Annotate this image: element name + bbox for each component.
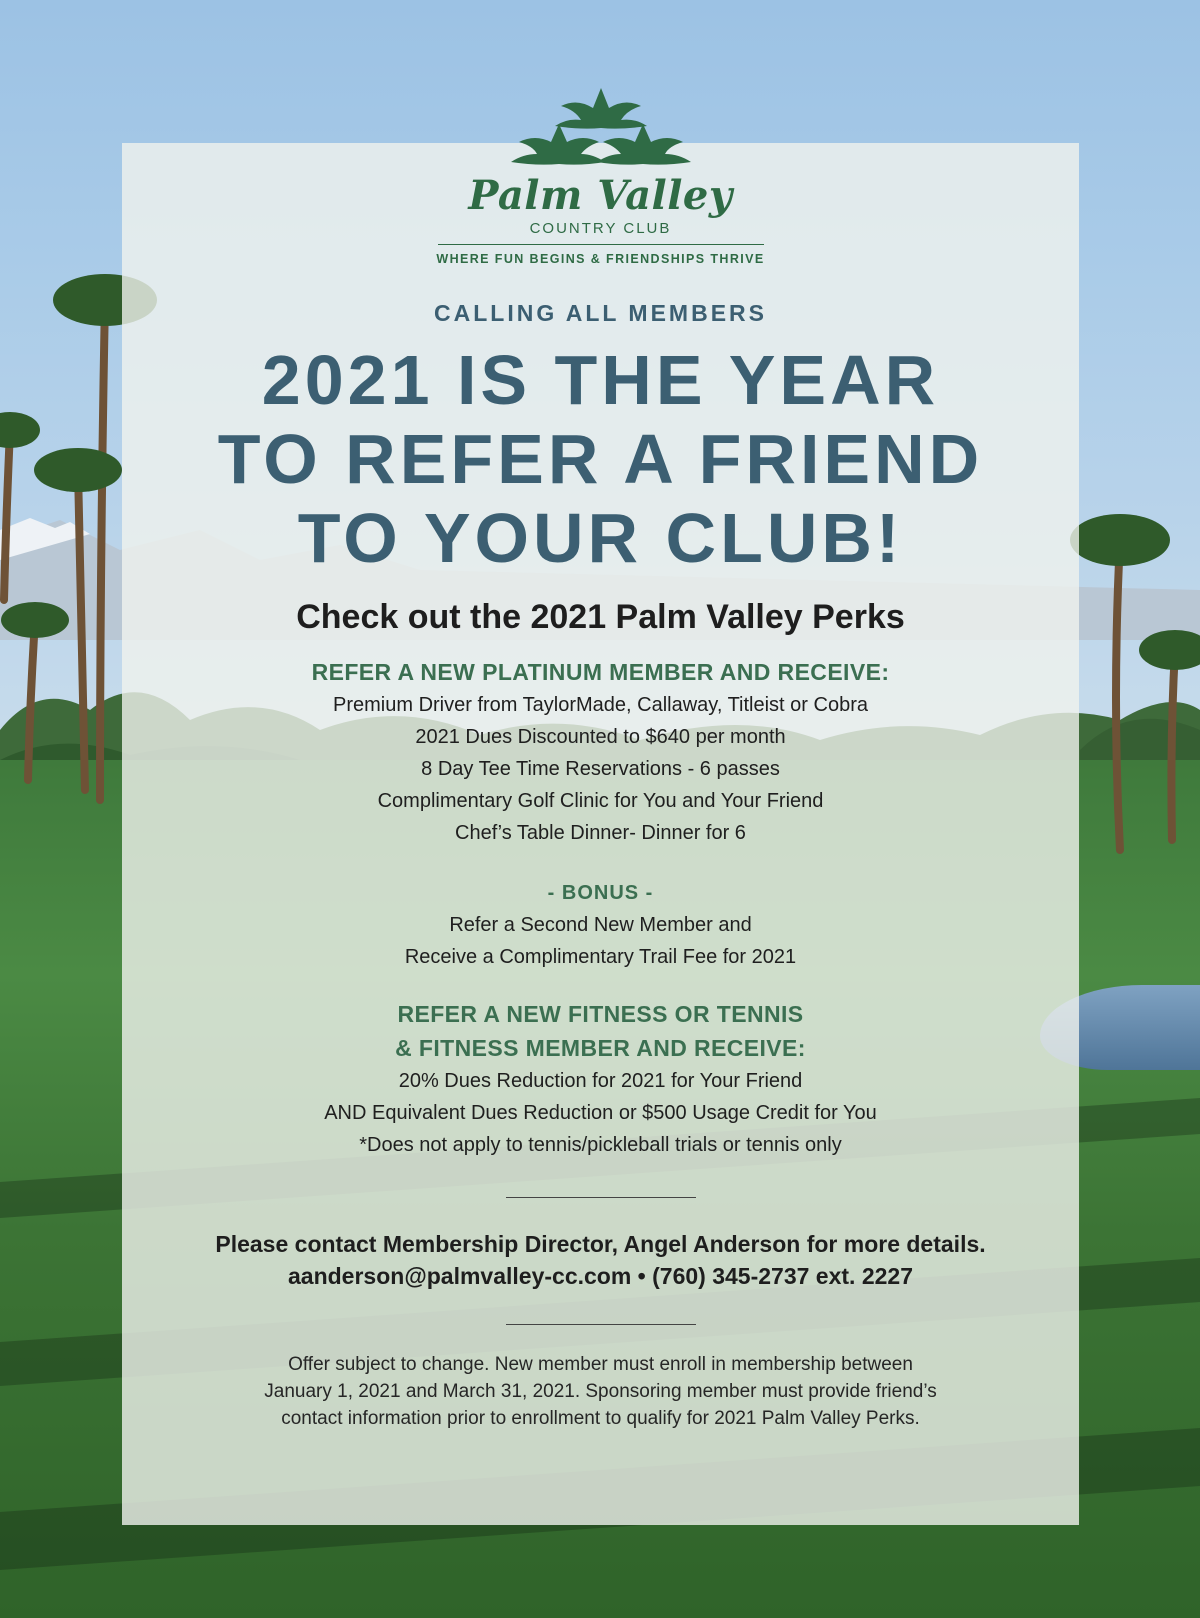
contact-line: Please contact Membership Director, Angel Anderson for more details.	[215, 1231, 986, 1257]
bonus-item: Receive a Complimentary Trail Fee for 2021	[404, 946, 797, 968]
contact-details: aanderson@palmvalley-cc.com • (760) 345-2737 ext. 2227	[288, 1263, 913, 1289]
fine-print-line: contact information prior to enrollment to qualify for 2021 Palm Valley Perks.	[281, 1408, 920, 1429]
bonus-item: Refer a Second New Member and	[449, 914, 752, 936]
fine-print-line: January 1, 2021 and March 31, 2021. Sponsoring member must provide friend’s	[264, 1381, 937, 1402]
bonus-title: - BONUS -	[547, 882, 654, 904]
fitness-title-line-1: REFER A NEW FITNESS OR TENNIS	[397, 1001, 804, 1027]
fitness-section-title	[122, 997, 1079, 1065]
perk-item: *Does not apply to tennis/pickleball trials or tennis only	[359, 1134, 842, 1156]
perk-item: AND Equivalent Dues Reduction or $500 Usage Credit for You	[324, 1102, 877, 1124]
palm-fronds-icon	[501, 80, 701, 176]
perk-item: 2021 Dues Discounted to $640 per month	[415, 726, 786, 748]
logo-tagline: WHERE FUN BEGINS & FRIENDSHIPS THRIVE	[436, 252, 765, 266]
headline-line-3: TO YOUR CLUB!	[297, 499, 904, 577]
logo-subtitle: COUNTRY CLUB	[529, 220, 672, 237]
fine-print-line: Offer subject to change. New member must enroll in membership between	[288, 1354, 913, 1375]
divider	[506, 1324, 696, 1325]
platinum-perks-list	[122, 689, 1079, 849]
bonus-list	[122, 909, 1079, 973]
club-logo	[436, 80, 766, 270]
perk-item: Premium Driver from TaylorMade, Callaway, Titleist or Cobra	[333, 694, 868, 716]
flyer-content	[122, 80, 1079, 1432]
perk-item: 20% Dues Reduction for 2021 for Your Friend	[398, 1070, 803, 1092]
headline-line-1: 2021 IS THE YEAR	[261, 341, 940, 419]
headline	[122, 341, 1079, 578]
kicker: CALLING ALL MEMBERS	[434, 300, 767, 326]
perk-item: Chef’s Table Dinner- Dinner for 6	[455, 822, 746, 844]
perk-item: Complimentary Golf Clinic for You and Your Friend	[377, 790, 824, 812]
fine-print	[122, 1351, 1079, 1432]
headline-line-2: TO REFER A FRIEND	[217, 420, 984, 498]
divider	[506, 1197, 696, 1198]
fitness-perks-list	[122, 1065, 1079, 1161]
platinum-section-title: REFER A NEW PLATINUM MEMBER AND RECEIVE:	[311, 659, 890, 685]
perk-item: 8 Day Tee Time Reservations - 6 passes	[421, 758, 780, 780]
fitness-title-line-2: & FITNESS MEMBER AND RECEIVE:	[395, 1035, 806, 1061]
logo-divider	[438, 244, 764, 245]
logo-wordmark: Palm Valley	[468, 172, 733, 219]
subheadline: Check out the 2021 Palm Valley Perks	[296, 598, 905, 636]
